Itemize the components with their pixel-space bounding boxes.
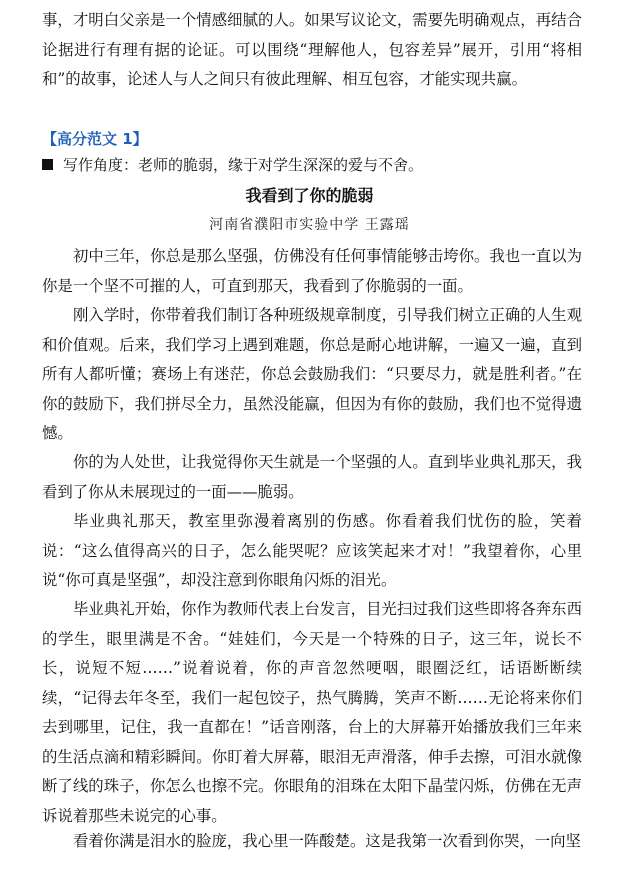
essay-paragraph: 初中三年，你总是那么坚强，仿佛没有任何事情能够击垮你。我也一直以为你是一个坚不可摧的人，可直到那天，我看到了你脆弱的一面。 (42, 247, 582, 295)
essay-paragraph: 看着你满是泪水的脸庞，我心里一阵酸楚。这是我第一次看到你哭，一向坚 (73, 832, 581, 850)
writing-angle-text: 写作角度：老师的脆弱，缘于对学生深深的爱与不舍。 (63, 156, 424, 174)
essay-paragraph: 你的为人处世，让我觉得你天生就是一个坚强的人。直到毕业典礼那天，我看到了你从未展现过的一面——脆弱。 (42, 453, 582, 501)
intro-paragraph: 事，才明白父亲是一个情感细腻的人。如果写议论文，需要先明确观点，再结合论据进行有理有据的论证。可以围绕“理解他人，包容差异”展开，引用“将相和”的故事，论述人与人之间只有彼此理解、相互包容，才能实现共赢。 (42, 11, 582, 88)
square-bullet-icon (42, 159, 53, 170)
essay-author: 河南省濮阳市实验中学 王露瑶 (209, 217, 410, 233)
section-label: 【高分范文 1】 (42, 130, 148, 148)
essay-paragraph: 毕业典礼开始，你作为教师代表上台发言，目光扫过我们这些即将各奔东西的学生，眼里满是不舍。“娃娃们，今天是一个特殊的日子，这三年，说长不长，说短不短……”说着说着，你的声音忽然哽咽，眼圈泛红，话语断断续续，“记得去年冬至，我们一起包饺子，热气腾腾，笑声不断……无论将来你们去到哪里，记住，我一直都在！”话音刚落，台上的大屏幕开始播放我们三年来的生活点滴和精彩瞬间。你盯着大屏幕，眼泪无声滑落，伸手去擦，可泪水就像断了线的珠子，你怎么也擦不完。你眼角的泪珠在太阳下晶莹闪烁，仿佛在无声诉说着那些未说完的心事。 (42, 600, 582, 825)
essay-paragraph: 刚入学时，你带着我们制订各种班级规章制度，引导我们树立正确的人生观和价值观。后来，我们学习上遇到难题，你总是耐心地讲解，一遍又一遍，直到所有人都听懂；赛场上有迷茫，你总会鼓励我们：“只要尽力，就是胜利者。”在你的鼓励下，我们拼尽全力，虽然没能赢，但因为有你的鼓励，我们也不觉得遗憾。 (42, 306, 582, 442)
essay-title: 我看到了你的脆弱 (245, 186, 374, 205)
essay-paragraph: 毕业典礼那天，教室里弥漫着离别的伤感。你看着我们忧伤的脸，笑着说：“这么值得高兴的日子，怎么能哭呢？应该笑起来才对！”我望着你，心里说“你可真是坚强”，却没注意到你眼角闪烁的泪光。 (42, 512, 582, 589)
writing-angle (42, 153, 423, 177)
